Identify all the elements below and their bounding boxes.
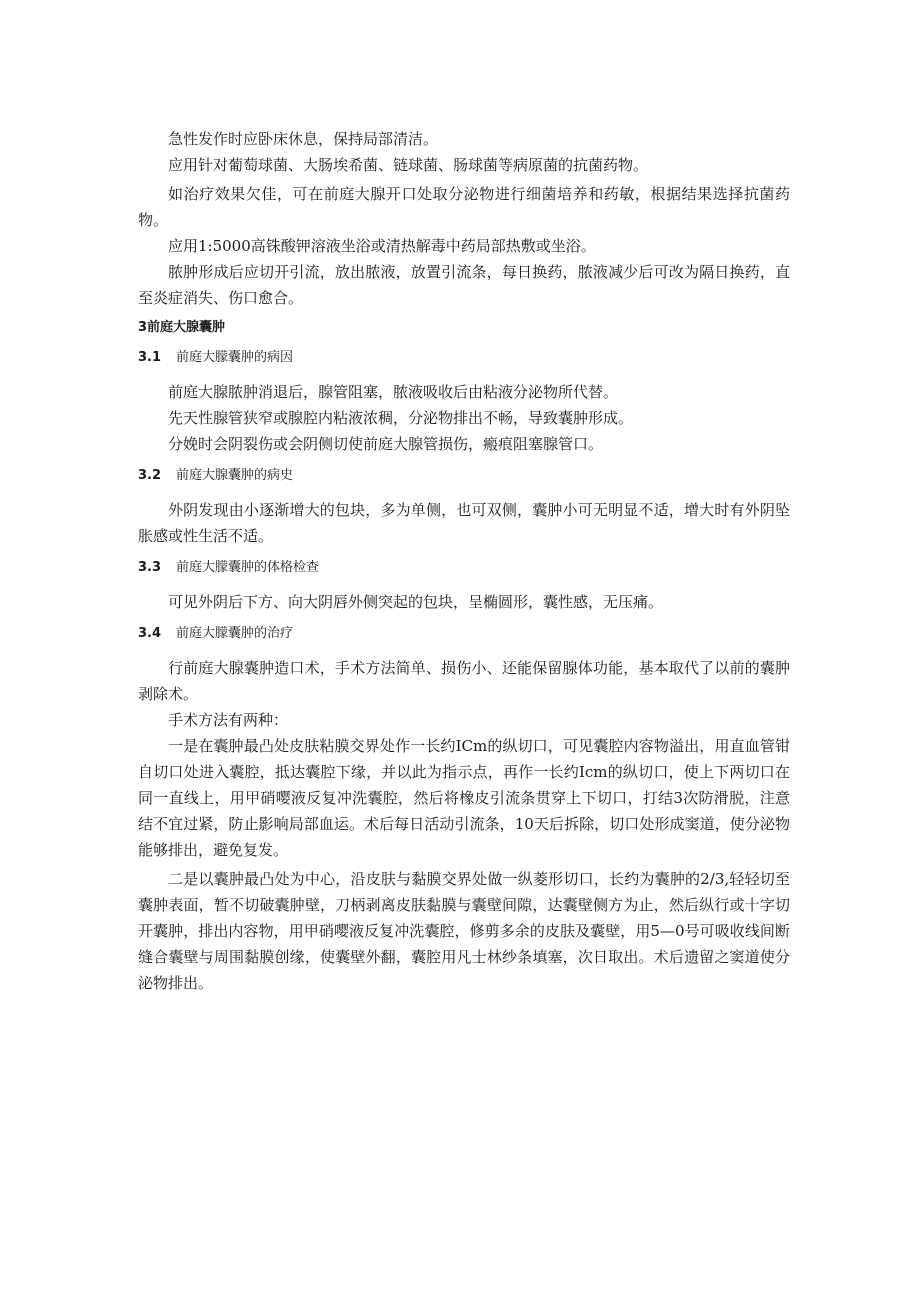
paragraph: 急性发作时应卧床休息，保持局部清洁。 — [168, 130, 439, 148]
paragraph: 二是以囊肿最凸处为中心，沿皮肤与黏膜交界处做一纵菱形切口，长约为囊肿的2/3,轻轻切至囊肿表面，暂不切破囊肿壁，刀柄剥离皮肤黏膜与囊壁间隙，达囊壁侧方为止，然后纵行或十字切开囊肿，排出内容物，用甲硝嘤液反复冲洗囊腔，修剪多余的皮肤及囊壁，用5—0号可吸收线间断缝合囊壁与周围黏膜创缘，使囊壁外翻，囊腔用凡士林纱条填塞，次日取出。术后遗留之窦道使分泌物排出。 — [138, 870, 790, 992]
subsection-heading — [138, 465, 790, 487]
paragraph: 前庭大腺脓肿消退后，腺管阻塞，脓液吸收后由粘液分泌物所代替。 — [168, 383, 619, 401]
subsection-number: 3.2 — [138, 468, 162, 483]
paragraph: 分娩时会阴裂伤或会阴侧切使前庭大腺管损伤，瘢痕阻塞腺管口。 — [168, 435, 604, 453]
subsection-heading — [138, 623, 790, 645]
subsection-heading — [138, 347, 790, 369]
section-title: 3前庭大腺囊肿 — [138, 320, 226, 335]
paragraph: 行前庭大腺囊肿造口术，手术方法简单、损伤小、还能保留腺体功能，基本取代了以前的囊肿剥除术。 — [138, 659, 790, 703]
subsection-number: 3.1 — [138, 350, 162, 365]
paragraph: 先天性腺管狭窄或腺腔内粘液浓稠，分泌物排出不畅，导致囊肿形成。 — [168, 409, 634, 427]
paragraph: 可见外阴后下方、向大阴唇外侧突起的包块，呈椭圆形，囊性感，无压痛。 — [168, 593, 664, 611]
paragraph: 如治疗效果欠佳，可在前庭大腺开口处取分泌物进行细菌培养和药敏，根据结果选择抗菌药物。 — [138, 185, 790, 229]
paragraph: 脓肿形成后应切开引流，放出脓液，放置引流条，每日换药，脓液减少后可改为隔日换药，直至炎症消失、伤口愈合。 — [138, 263, 790, 307]
paragraph: 应用1:5000高铢酸钾溶液坐浴或清热解毒中药局部热敷或坐浴。 — [168, 237, 596, 255]
subsection-number: 3.4 — [138, 626, 162, 641]
subsection-heading — [138, 557, 790, 579]
paragraph: 外阴发现由小逐渐增大的包块，多为单侧，也可双侧，囊肿小可无明显不适，增大时有外阴坠胀感或性生活不适。 — [138, 501, 790, 545]
subsection-title: 前庭大朦囊肿的病因 — [176, 350, 294, 365]
paragraph: 一是在囊肿最凸处皮肤粘膜交界处作一长约ICm的纵切口，可见囊腔内容物溢出，用直血管钳自切口处进入囊腔，抵达囊腔下缘，并以此为指示点，再作一长约Icm的纵切口，使上下两切口在同一直线上，用甲硝嘤液反复冲洗囊腔，然后将橡皮引流条贯穿上下切口，打结3次防滑脱，注意结不宜过紧，防止影响局部血运。术后每日活动引流条，10天后拆除，切口处形成窦道，使分泌物能够排出，避免复发。 — [138, 737, 790, 859]
paragraph: 应用针对葡萄球菌、大肠埃希菌、链球菌、肠球菌等病原菌的抗菌药物。 — [168, 156, 649, 174]
document-page — [138, 126, 790, 996]
subsection-title: 前庭大腺囊肿的病史 — [176, 468, 294, 483]
subsection-title: 前庭大朦囊肿的体格检查 — [176, 560, 320, 575]
subsection-number: 3.3 — [138, 560, 162, 575]
subsection-title: 前庭大朦囊肿的治疗 — [176, 626, 294, 641]
paragraph: 手术方法有两种： — [168, 711, 289, 729]
